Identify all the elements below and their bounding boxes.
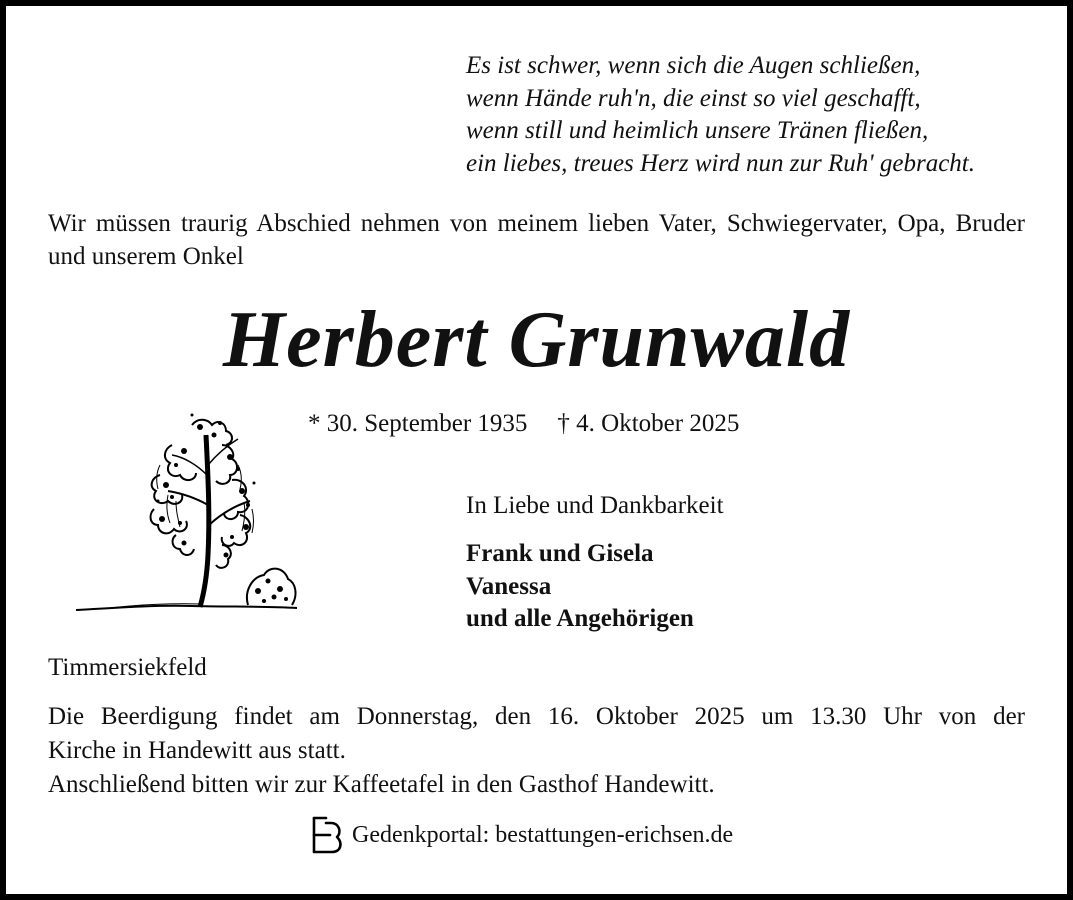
place-name: Timmersiekfeld xyxy=(48,654,207,681)
eb-logo-icon xyxy=(310,815,346,855)
funeral-line: Anschließend bitten wir zur Kaffeetafel in den Gasthof Handewitt. xyxy=(48,771,715,798)
poem-line: wenn still und heimlich unsere Tränen fließen, xyxy=(466,117,929,144)
portal-text: Gedenkportal: bestattungen-erichsen.de xyxy=(352,822,734,848)
intro-text: Wir müssen traurig Abschied nehmen von meinem lieben Vater, Schwiegervater, Opa, Bruder und unserem Onkel xyxy=(48,210,1025,270)
life-dates xyxy=(308,408,739,440)
mourner-name: Vanessa xyxy=(466,572,552,600)
funeral-line: Die Beerdigung findet am Donnerstag, den 16. Oktober 2025 um 13.30 Uhr von der xyxy=(48,703,1025,730)
death-date: † 4. Oktober 2025 xyxy=(557,410,740,437)
funeral-info xyxy=(48,700,1025,802)
birch-tree-icon xyxy=(72,405,302,625)
mourner-name: und alle Angehörigen xyxy=(466,605,694,632)
poem-line: Es ist schwer, wenn sich die Augen schließen, xyxy=(466,52,921,79)
farewell-text: In Liebe und Dankbarkeit xyxy=(466,492,724,519)
deceased-name: Herbert Grunwald xyxy=(222,296,851,384)
birth-date: * 30. September 1935 xyxy=(308,410,528,437)
funeral-line: Kirche in Handewitt aus statt. xyxy=(48,737,346,764)
poem-line: wenn Hände ruh'n, die einst so viel geschafft, xyxy=(466,84,921,112)
mourner-list xyxy=(466,538,694,636)
mourner-name: Frank und Gisela xyxy=(466,540,654,567)
poem xyxy=(466,50,975,180)
memorial-portal xyxy=(310,815,733,855)
poem-line: ein liebes, treues Herz wird nun zur Ruh' gebracht. xyxy=(466,149,975,177)
